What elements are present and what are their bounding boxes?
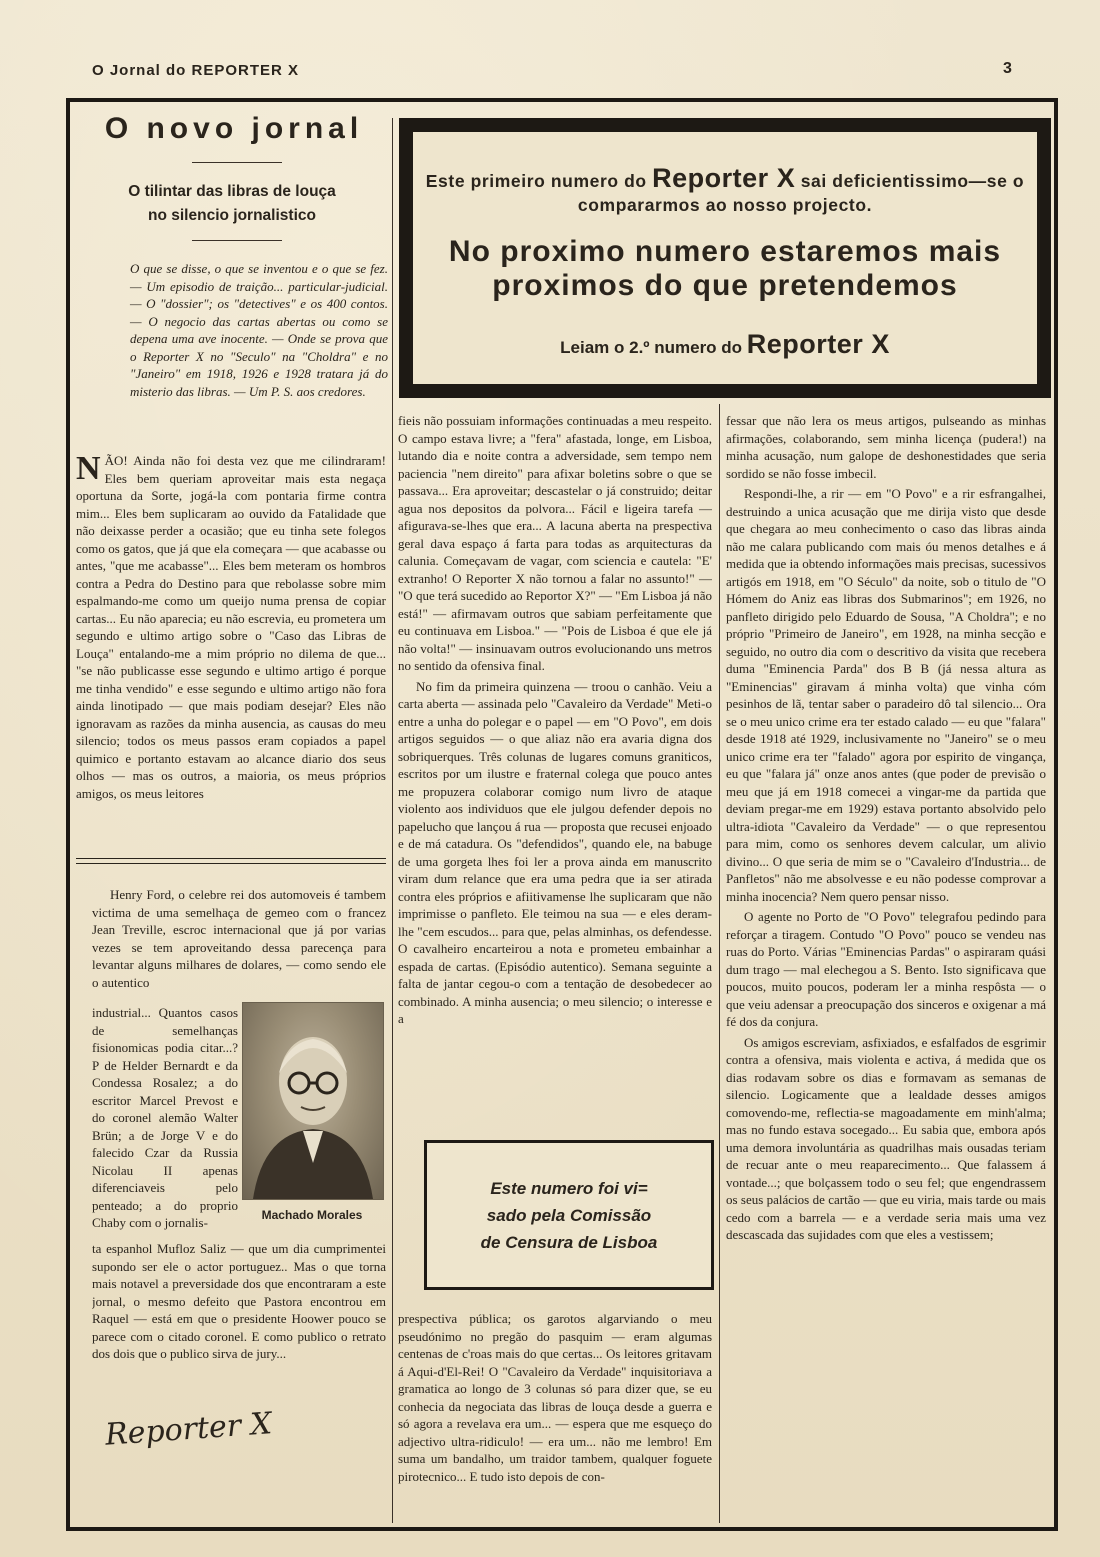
announcement-line-1-post: sai deficientissimo—se o compararmos ao nosso projecto. bbox=[577, 171, 1025, 215]
page-number: 3 bbox=[1003, 60, 1012, 77]
article-summary: O que se disse, o que se inventou e o que se fez. — Um episodio de traição... particular-judicial. — O "dossier"; os "detectives" e os 400 contos. — O negocio das cartas abertas ou como se depena uma ave inocente. — Onde se prova que o Reporter X no "Seculo" na "Choldra" e no "Janeiro" em 1918, 1926 e 1928 tratara já do misterio das libras. — Um P. S. aos credores. bbox=[130, 261, 388, 399]
col3-paragraph-3: O agente no Porto de "O Povo" telegrafou pedindo para reforçar a tiragem. Contudo "O Povo" pouco se vendeu nas ruas do Porto. Várias "Eminencias Pardas" o aspiraram quási dum trago — mal elechegou a S. Bento. Isto significava que poucos, muito poucos, poderam ler a minha respôsta — o que veiu adensar a preocupação dos sinceros e oxigenar a má fé dos da conjura. bbox=[726, 909, 1046, 1029]
subhead-rule bbox=[192, 240, 282, 241]
col3-paragraph-4: Os amigos escreviam, asfixiados, e esfalfados de esgrimir contra a ofensiva, mais violenta e activa, á medida que os dias rodavam sobre os dias e formavam as semanas de silencio. Logicamente que a lealdade desses amigos comovendo-me, reflectia-se magoadamente em minh'alma; mas no fundo estava socegado... Eu sabia que, embora após uma demora involuntária as quadrilhas mais ousadas teriam de recuar ante o meu reaparecimento... Que falassem á vontade...; que bolçassem todo o seu fel; que engendrassem os seus palácios de cartão — que eu viria, mais tarde ou mais cedo com a barrela — e a verdade seria mais uma vez descascada das sujidades com que eles a vestissem; bbox=[726, 1034, 1046, 1242]
ford-float-text: industrial... Quantos casos de semelhanças fisionomicas podia citar...? P de Helder Bernardt e da Condessa Rosalez; a do escritor Marcel Prevost e do coronel alemão Walter Brün; a de Jorge V e do falecido Czar da Russia Nicolau II apenas diferenciaveis pelo penteado; a do proprio Chaby com o jornalis- bbox=[92, 1005, 238, 1230]
ford-column bbox=[92, 886, 386, 1004]
col2-paragraph-2: No fim da primeira quinzena — troou o canhão. Veiu a carta aberta — assinada pelo "Cavaleiro da Verdade" Meti-o entre a unha do polegar e o papel — em "O Povo", em dois artigos seguidos — o que aliaz não era avaria digna dos sobriquerques. Três colunas de lugares comuns graniticos, escritos por um ilustre e fraternal colega que pouco antes me propuzera colaborar comigo num livro de ataque violento aos individuos que ele julgou defender depois no papelucho que lançou á rua — proposta que recusei enjoado e de má catadura. Os "defendidos", quando ele, na babuge de uma gorgeta lhes foi ler a prova ainda em manuscrito viram dum relance que era uma pedra que ia ser atirada contra eles próprios e afiitivamense lhe suplicaram que não imprimisse o panfleto. Ele teimou na sua — e eles deram-lhe "cem escudos... para que, pelas alminhas, os defendesse. O cavalheiro encarteirou a nota e prometeu embainhar a espada de cartas. (Episódio autentico). Semana seguinte a falta de jantar cegou-o com a tentação de desobedecer ao combinado. A minha ausencia; o meu silencio; o interesse e a bbox=[398, 678, 712, 1026]
drop-cap: N bbox=[76, 452, 101, 487]
ford-continuation bbox=[92, 1240, 386, 1402]
subheadline-line-1: O tilintar das libras de louça bbox=[128, 183, 336, 200]
censorship-line-3: de Censura de Lisboa bbox=[480, 1232, 658, 1252]
article-body-column-3 bbox=[726, 412, 1046, 1522]
article-subheadline bbox=[82, 180, 382, 228]
ford-rest: ta espanhol Mufloz Saliz — que um dia cumprimentei supondo ser ele o actor portuguez.. Mas o que torna mais notavel a preversidade dos que encontraram a este jornal, o mesmo defeito que Pastora encontrou em Raquel — está em que o presidente Hoower pouco se parece com o citado coronel. E como publico o retrato dos dois que o publico sirva de jury... bbox=[92, 1241, 386, 1361]
censorship-line-2: sado pela Comissão bbox=[486, 1205, 652, 1225]
article-body-column-2 bbox=[398, 412, 712, 1118]
opening-paragraph: ÃO! Ainda não foi desta vez que me cilindraram! Eles bem queriam aproveitar mais esta negaça oportuna da Sorte, jogá-la com pontaria firme contra mim... Eles bem suplicaram ao ouvido da Fatalidade que não deixasse perder a ocasião; que eu tinha sete folegos como os gatos, que já que ela começara — que acabasse ou antes, "que me acabasse"... Eles bem meteram os hombros contra a Pedra do Destino para que rebolasse sobre mim espalmando-me como um queijo numa prensa de copiar cartas... Eu não aparecia; eu não escrevia, eu prometera um segundo e ultimo artigo sobre o "Caso das Libras de Louça" entalando-me a mim próprio no dilema de que... "se não publicasse esse segundo e ultimo artigo é porque me tinha vendido" e esse segundo e ultimo artigo não fora ainda linotipado — que mais podiam desejar? Eles não ignoravam as razões da minha ausencia, as causas do meu silencio; todos os meus passos eram copiados a papel quimico e portanto estavam ao alcance diario dos seus olhos — mas os outros, a maioria, os meus próprios amigos, os meus leitores bbox=[76, 453, 386, 801]
announcement-masthead-name: Reporter X bbox=[652, 163, 796, 193]
portrait-illustration bbox=[243, 1003, 383, 1199]
censorship-box bbox=[424, 1140, 714, 1290]
headline-rule bbox=[192, 162, 282, 163]
portrait-caption: Machado Morales bbox=[261, 1208, 363, 1222]
column-separator-left bbox=[392, 118, 393, 1523]
announcement-line-2: No proximo numero estaremos mais proximos do que pretendemos bbox=[448, 235, 1002, 302]
running-title: O Jornal do REPORTER X bbox=[92, 62, 300, 79]
col2-bottom-paragraph: prespectiva pública; os garotos algarviando o meu pseudónimo no pregão do pasquim — eram algumas centenas de c'roas mais do que certas... Os leitores gritavam á Aqui-d'El-Rei! O "Cavaleiro da Verdade" inquisitoriava a gramatica ao longo de 3 colunas só para dizer que, se eu conhecia da negociata das libras de louça desde a guerra e só agora a revelava era um... — espera que me esqueço do adjectivo ultra-ridiculo! — era um... não me lembro! Em suma um bandalho, um traidor tambem, qualquer foguete pirotecnico... E tudo isto depois de con- bbox=[398, 1311, 712, 1484]
col3-paragraph-1: fessar que não lera os meus artigos, pulseando as minhas afirmações, colaborando, sem minha licença (pudera!) na minha acusação, num galope de deshonestidades que seria sordido se não fosse imbecil. bbox=[726, 413, 1046, 481]
announcement-line-1 bbox=[413, 163, 1037, 217]
censorship-line-1: Este numero foi vi= bbox=[490, 1178, 648, 1198]
announcement-line-3-name: Reporter X bbox=[746, 329, 890, 359]
column-separator-right bbox=[719, 404, 720, 1523]
announcement-box bbox=[399, 118, 1051, 398]
ford-intro: Henry Ford, o celebre rei dos automoveis é tambem victima de uma semelhaça de gemeo com o francez Jean Treville, escroc internacional que já por varias vezes se tem aproveitando dessa parecença para levantar alguns milhares de dolares, — como sendo ele o autentico bbox=[92, 887, 386, 990]
announcement-line-3 bbox=[413, 329, 1037, 360]
article-headline: O novo jornal bbox=[104, 112, 364, 145]
announcement-line-3-pre: Leiam o 2.º numero do bbox=[560, 338, 743, 357]
signature: Reporter X bbox=[103, 1406, 274, 1453]
subheadline-line-2: no silencio jornalistico bbox=[148, 207, 316, 224]
col2-paragraph-1: fieis não possuiam informações continuadas a meu respeito. O campo estava livre; a "fera" afastada, longe, em Lisboa, lutando dia e noite contra a adversidade, sem tempo nem paciencia "nem direito" para afixar boletins sobre o que se passava... Era aproveitar; descastelar o já construido; deitar agua nos depositos da polvora... Fácil e ligeira tarefa — afigurava-se-lhes que era... A lacuna aberta na prespectiva geral dava espaço á farta para todas as arquitecturas da calunia. Começavam de vagar, com sciencia e cautela: "E' extranho! O Reporter X não tornou a falar no assunto!" — "O que terá sucedido ao Reportor X?" — "Em Lisboa já não está!" — afirmavam outros que sabiam perfeitamente que eu continuava em Lisboa." — "Pois de Lisboa é que ele já não volta!" — insinuavam outros evolucionando uns metros no sentido da ofensiva final. bbox=[398, 413, 712, 673]
announcement-line-1-pre: Este primeiro numero do bbox=[425, 171, 647, 191]
section-divider bbox=[76, 858, 386, 864]
article-body-column-2-bottom bbox=[398, 1310, 712, 1520]
portrait-photo bbox=[242, 1002, 384, 1200]
col3-paragraph-2: Respondi-lhe, a rir — em "O Povo" e a rir esfrangalhei, destruindo a unica acusação que me dirija visto que desde que chegara ao meu conhecimento o caso das libras ainda não me calara publicando com mais óu menos detalhes e á medida que ia obtendo informações mais precisas, sucessivos artigós em 1918, em "O Século" da noite, sob o titulo de "O Hómem do Aniz eas libras dos Submarinos"; em 1926, no panfleto dirigido pelo Eduardo de Sousa, "A Choldra"; e no próprio "Primeiro de Janeiro", em 1928, na minha secção e seguido, no outro dia com o descritivo da visita que recebera duma "Eminencia Parda" dos B B (já nessa altura as "Eminencias" giravam á minha volta) que vinha cóm pesinhos de lã, tentar saber o paradeiro dô tal silencio... Ora se o meu unico crime era ter estado calado — eu que "falara" desde 1918 até 1929, inclusivamente no "Janeiro" se o meu unico crime era ter "falado" agora por espirito de vingança, eu que "falara já" onze anos antes (que poder de previsão o meu que já em 1918 comecei a vingar-me da partida que deviam pregar-me em 1929) estava portanto absolvido pelo ultra-idiota "Cavaleiro da Verdade" — o que representou para mim, como os senhores devem calcular, um alivio divino... O que seria de mim se o "Cavaleiro d'Industria... de Panfletos" não me absolvesse e eu não podesse comprovar a minha inocencia? Nem quero pensar nisso. bbox=[726, 486, 1046, 904]
article-body-column-1 bbox=[76, 452, 386, 854]
